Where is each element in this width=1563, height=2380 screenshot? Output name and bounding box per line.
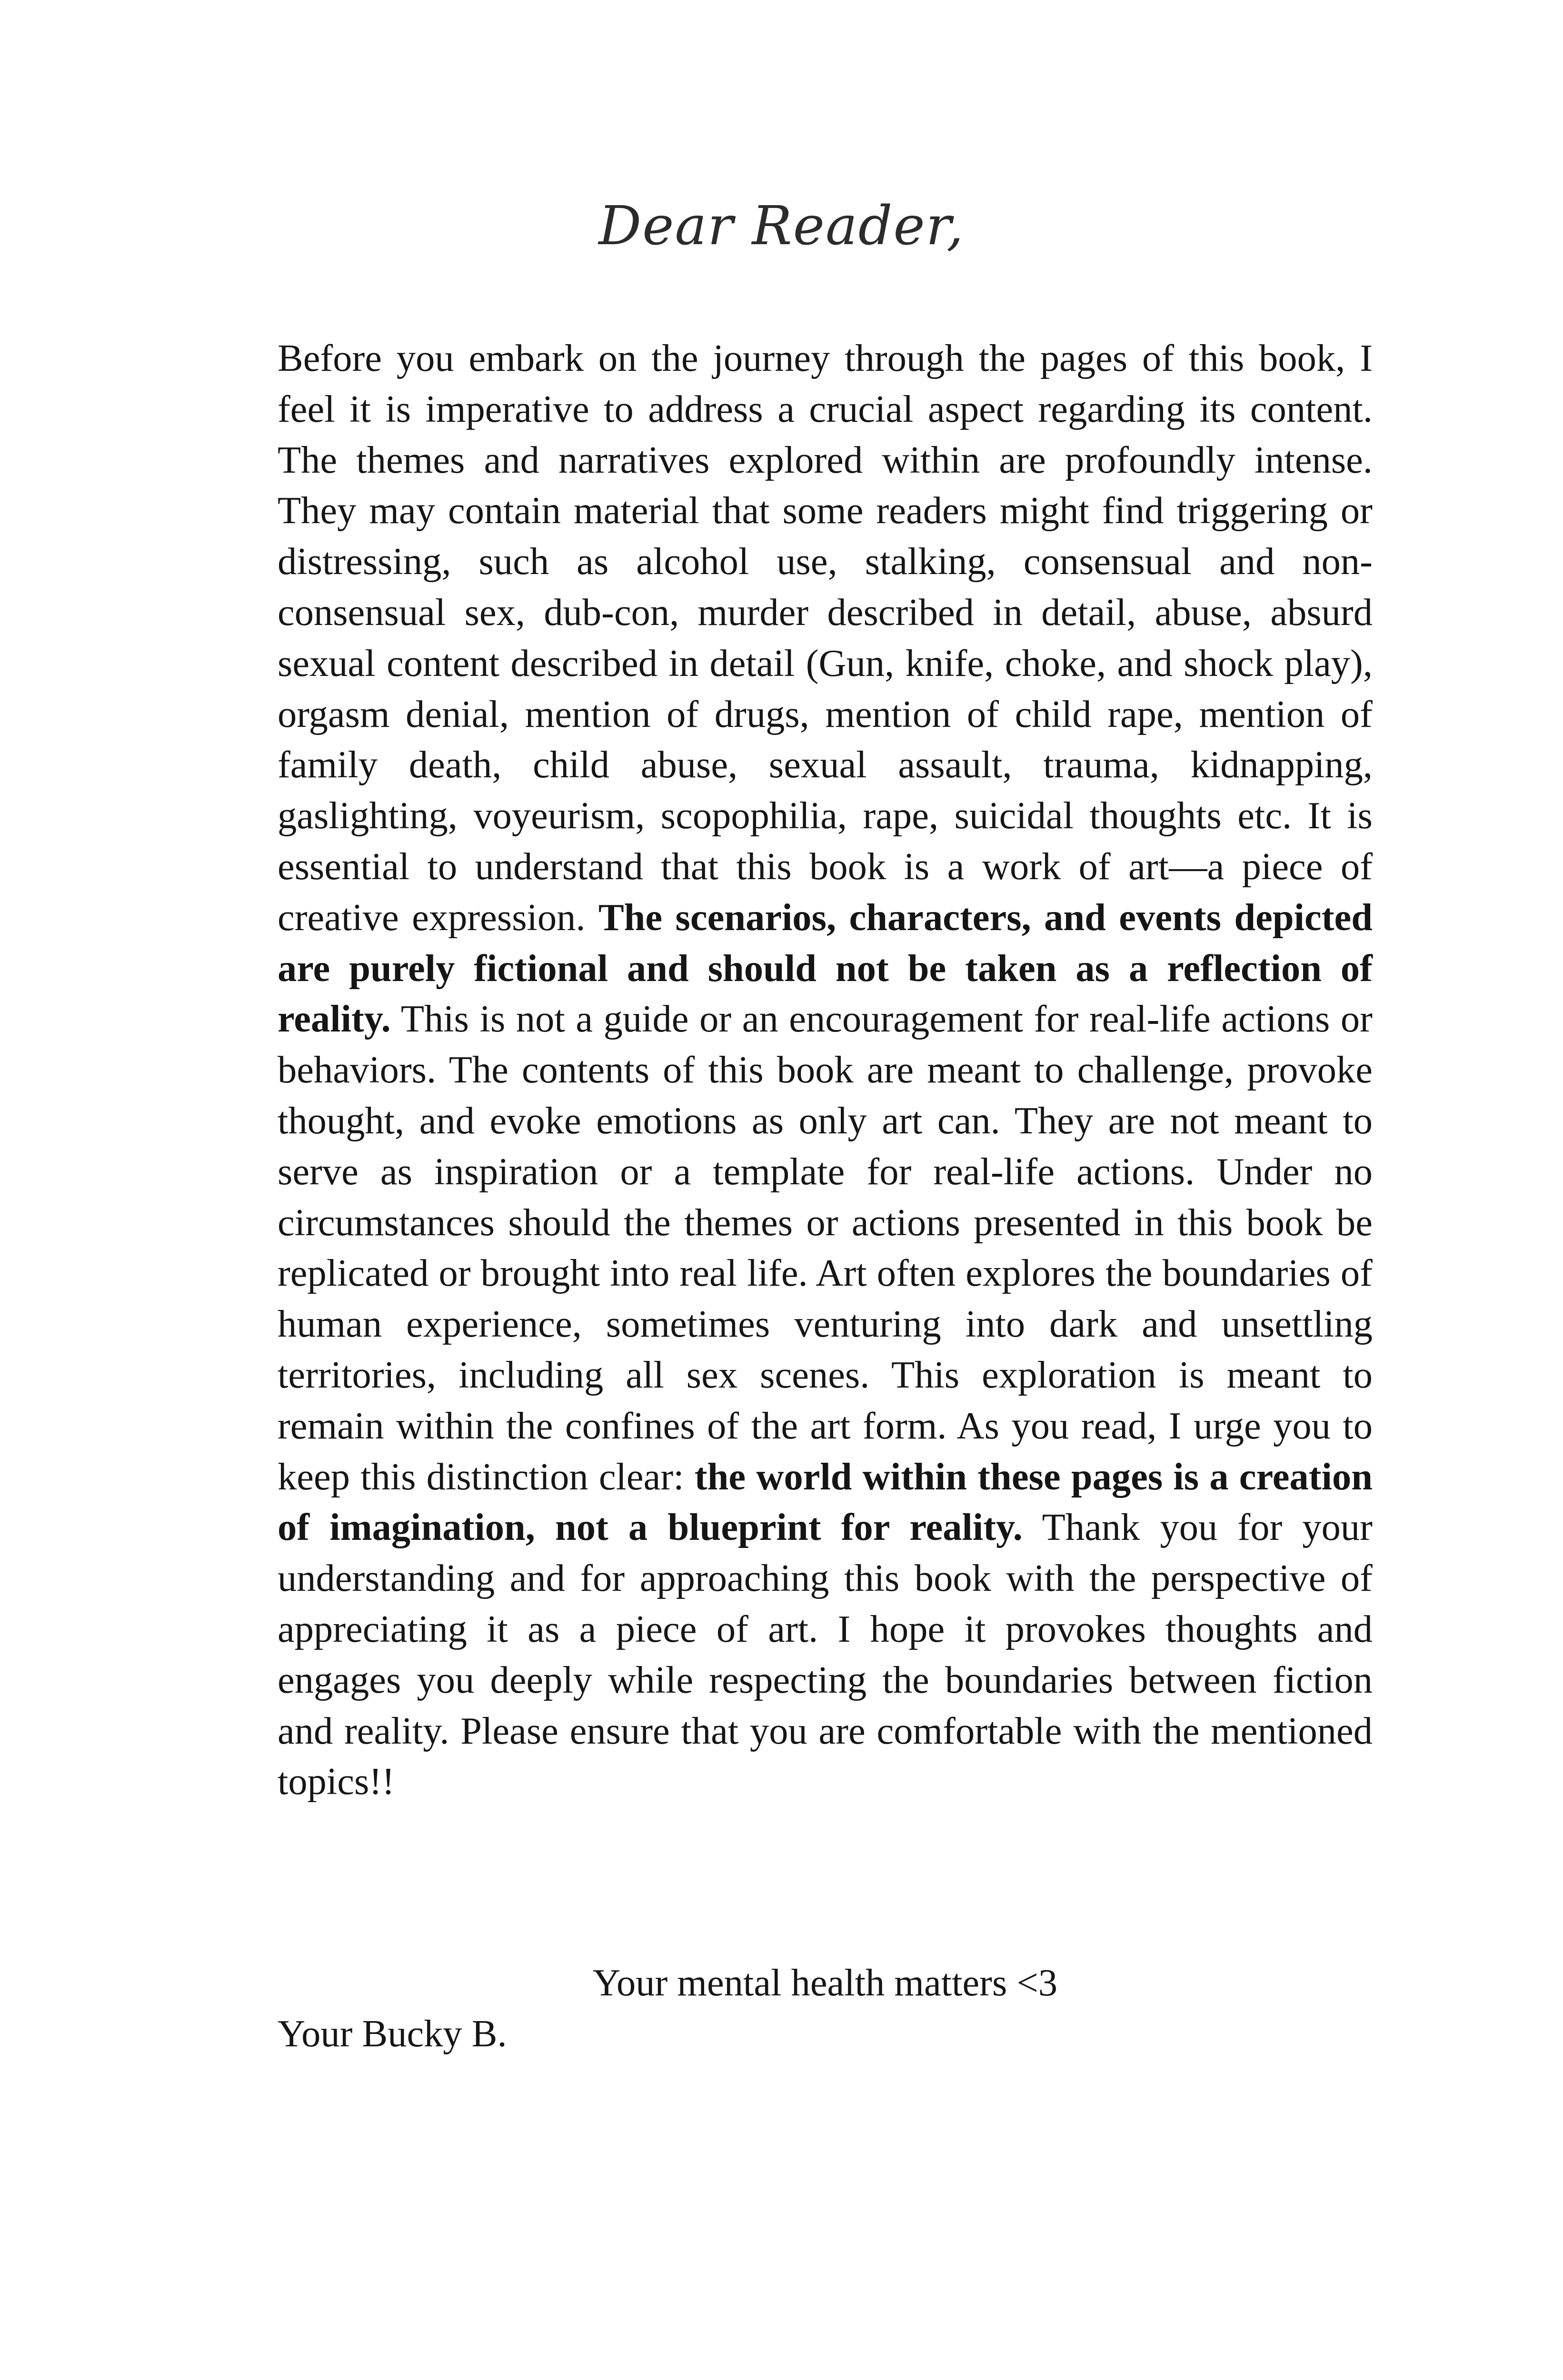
middle-text: This is not a guide or an encouragement for real-life actions or behaviors. The contents of this book are meant to challenge, provoke thought, and evoke emotions as only art can. They are not meant to serve as inspiration or a template for real-life actions. Under no circumstances should the themes or actions presented in this book be replicated or brought into real life. Art often explores the boundaries of human experience, sometimes venturing into dark and unsettling territories, including all sex scenes. This exploration is meant to remain within the confines of the art form. As you read, I urge you to keep this distinction clear: (278, 998, 1373, 1498)
body-paragraph (278, 333, 1373, 1807)
page-heading: Dear Reader, (598, 195, 965, 257)
bold-statement-imagination: the world within these pages is a creation of imagination, not a blueprint for reality. (278, 1455, 1373, 1549)
intro-text: Before you embark on the journey through the pages of this book, I feel it is imperative to address a crucial aspect regarding its content. The themes and narratives explored within are profoundly intense. They may contain material that some readers might find triggering or distressing, such as alcohol use, stalking, consensual and non-consensual sex, dub-con, murder described in detail, abuse, absurd sexual content described in detail (Gun, knife, choke, and shock play), orgasm denial, mention of drugs, mention of child rape, mention of family death, child abuse, sexual assault, trauma, kidnapping, gaslighting, voyeurism, scopophilia, rape, suicidal thoughts etc. It is essential to understand that this book is a work of art—a piece of creative expression. (278, 337, 1373, 939)
disclaimer-paragraph (278, 333, 1373, 1807)
ending-text: Thank you for your understanding and for approaching this book with the perspective of appreciating it as a piece of art. I hope it provokes thoughts and engages you deeply while respecting the boundaries between fiction and reality. Please ensure that you are comfortable with the mentioned topics!! (278, 1506, 1373, 1803)
closing-block (278, 1958, 1373, 2060)
signature: Your Bucky B. (278, 2012, 507, 2055)
closing-line: Your mental health matters <3 (592, 1962, 1058, 2004)
bold-statement-fiction: The scenarios, characters, and events depicted are purely fictional and should not be taken as a reflection of reality. (278, 896, 1373, 1041)
